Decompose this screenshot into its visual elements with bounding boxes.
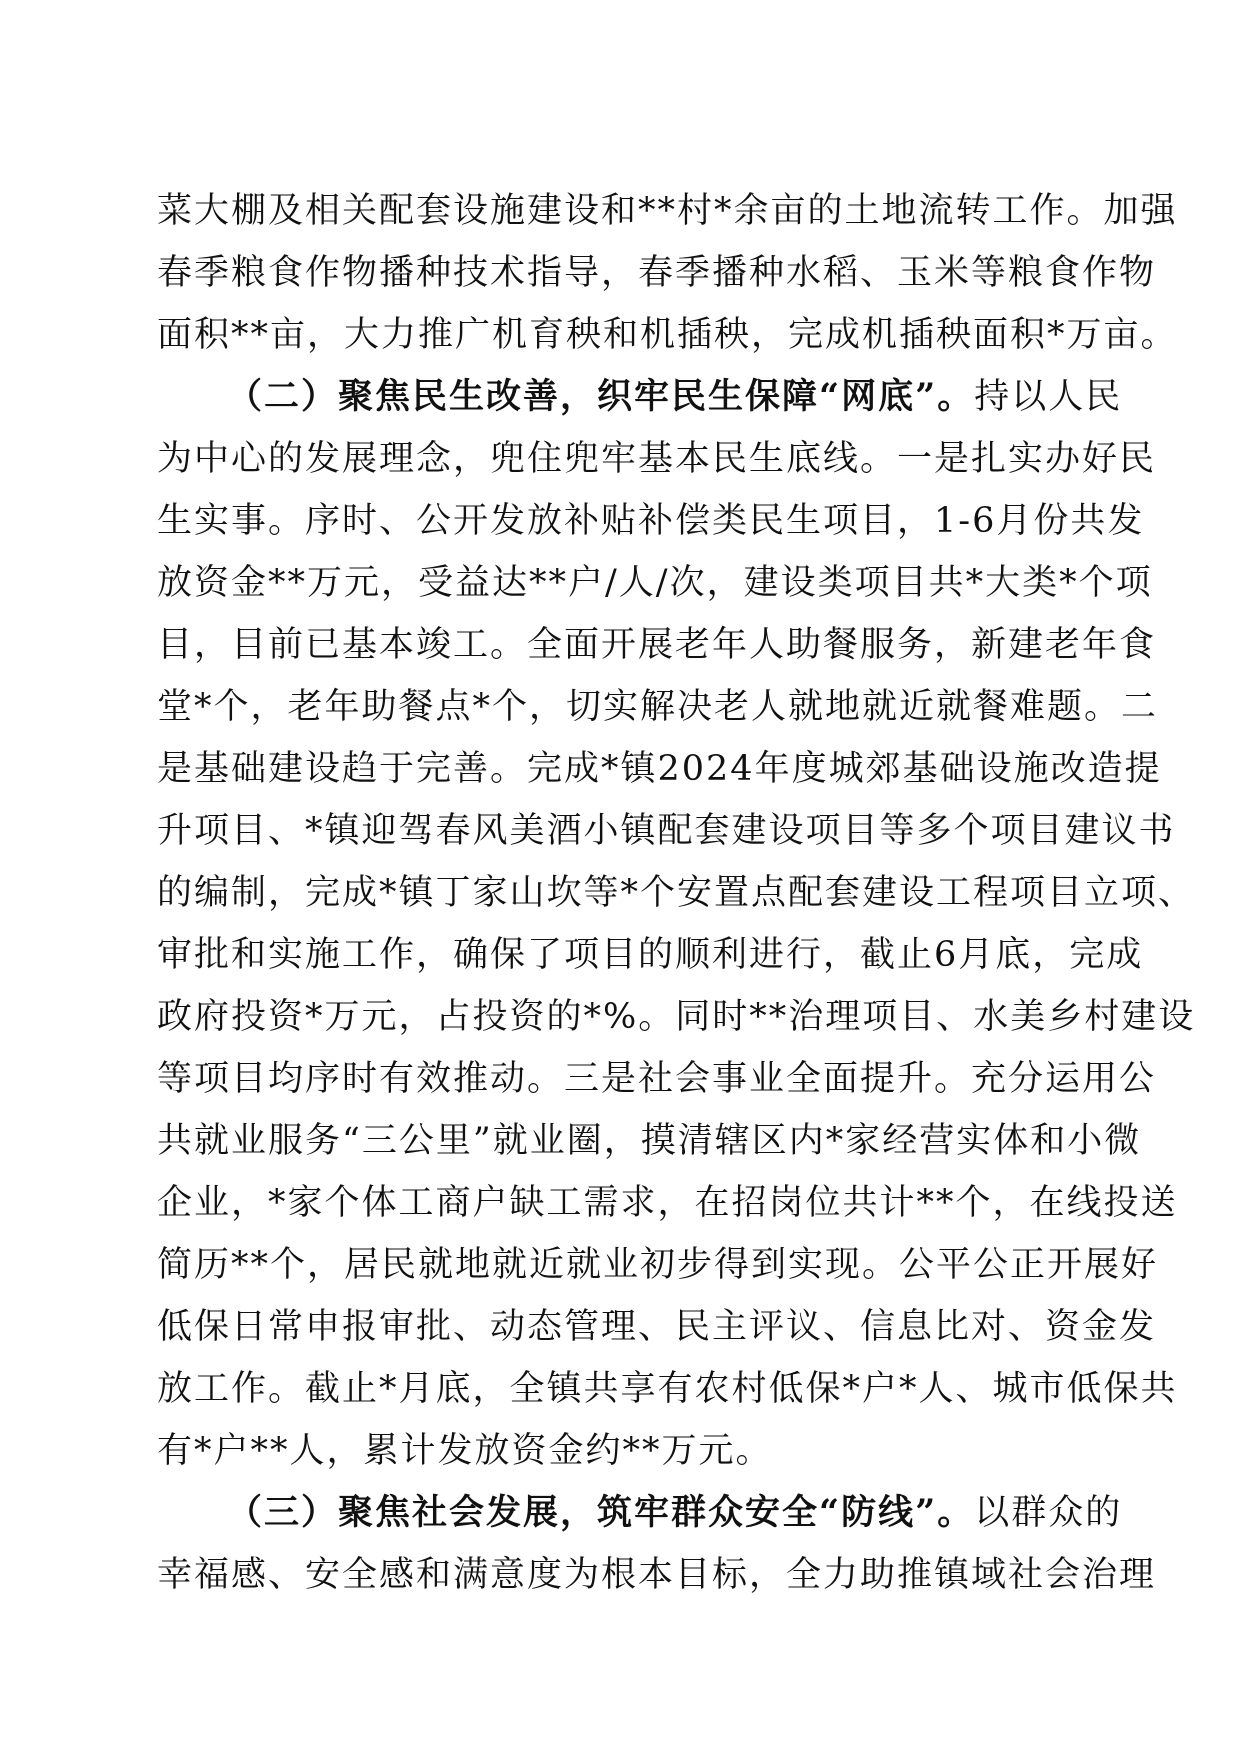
paragraph-2 [157, 366, 1196, 1482]
text-line: 简历**个，居民就地就近就业初步得到实现。公平公正开展好 [157, 1245, 1159, 1285]
heading-line [157, 1482, 1123, 1544]
text-line: 低保日常申报审批、动态管理、民主评议、信息比对、资金发 [157, 1307, 1157, 1347]
text-line: 升项目、*镇迎驾春风美酒小镇配套建设项目等多个项目建议书 [157, 811, 1176, 851]
section-heading: （三）聚焦社会发展，筑牢群众安全“防线”。 [227, 1492, 975, 1533]
text-line: 企业，*家个体工商户缺工需求，在招岗位共计**个，在线投送 [157, 1183, 1178, 1223]
text-line: 菜大棚及相关配套设施建设和**村*余亩的土地流转工作。加强 [157, 191, 1178, 231]
text-line: 面积**亩，大力推广机育秧和机插秧，完成机插秧面积*万亩。 [157, 315, 1178, 355]
text-line: 审批和实施工作，确保了项目的顺利进行，截止6月底，完成 [157, 935, 1144, 975]
heading-line [157, 366, 1123, 428]
text-line: 目，目前已基本竣工。全面开展老年人助餐服务，新建老年食 [157, 625, 1157, 665]
paragraph-1 [157, 180, 1178, 366]
text-line: 共就业服务“三公里”就业圈，摸清辖区内*家经营实体和小微 [157, 1121, 1142, 1161]
paragraph-3 [157, 1482, 1157, 1606]
text-line: 有*户**人，累计发放资金约**万元。 [157, 1431, 773, 1471]
text-line: 是基础建设趋于完善。完成*镇2024年度城郊基础设施改造提 [157, 749, 1162, 789]
text-line: 放工作。截止*月底，全镇共享有农村低保*户*人、城市低保共 [157, 1369, 1178, 1409]
heading-line-rest: 以群众的 [974, 1493, 1123, 1533]
heading-line-rest: 持以人民 [974, 377, 1123, 417]
document-body [157, 180, 1196, 1606]
text-line: 政府投资*万元，占投资的*%。同时**治理项目、水美乡村建设 [157, 997, 1196, 1037]
text-line: 生实事。序时、公开发放补贴补偿类民生项目，1-6月份共发 [157, 501, 1145, 541]
text-line: 的编制，完成*镇丁家山坎等*个安置点配套建设工程项目立项、 [157, 873, 1196, 913]
text-line: 放资金**万元，受益达**户/人/次，建设类项目共*大类*个项 [157, 563, 1153, 603]
text-line: 幸福感、安全感和满意度为根本目标，全力助推镇域社会治理 [157, 1555, 1157, 1595]
section-heading: （二）聚焦民生改善，织牢民生保障“网底”。 [227, 376, 975, 417]
text-line: 等项目均序时有效推动。三是社会事业全面提升。充分运用公 [157, 1059, 1157, 1099]
text-line: 为中心的发展理念，兜住兜牢基本民生底线。一是扎实办好民 [157, 439, 1157, 479]
text-line: 堂*个，老年助餐点*个，切实解决老人就地就近就餐难题。二 [157, 687, 1159, 727]
text-line: 春季粮食作物播种技术指导，春季播种水稻、玉米等粮食作物 [157, 253, 1157, 293]
